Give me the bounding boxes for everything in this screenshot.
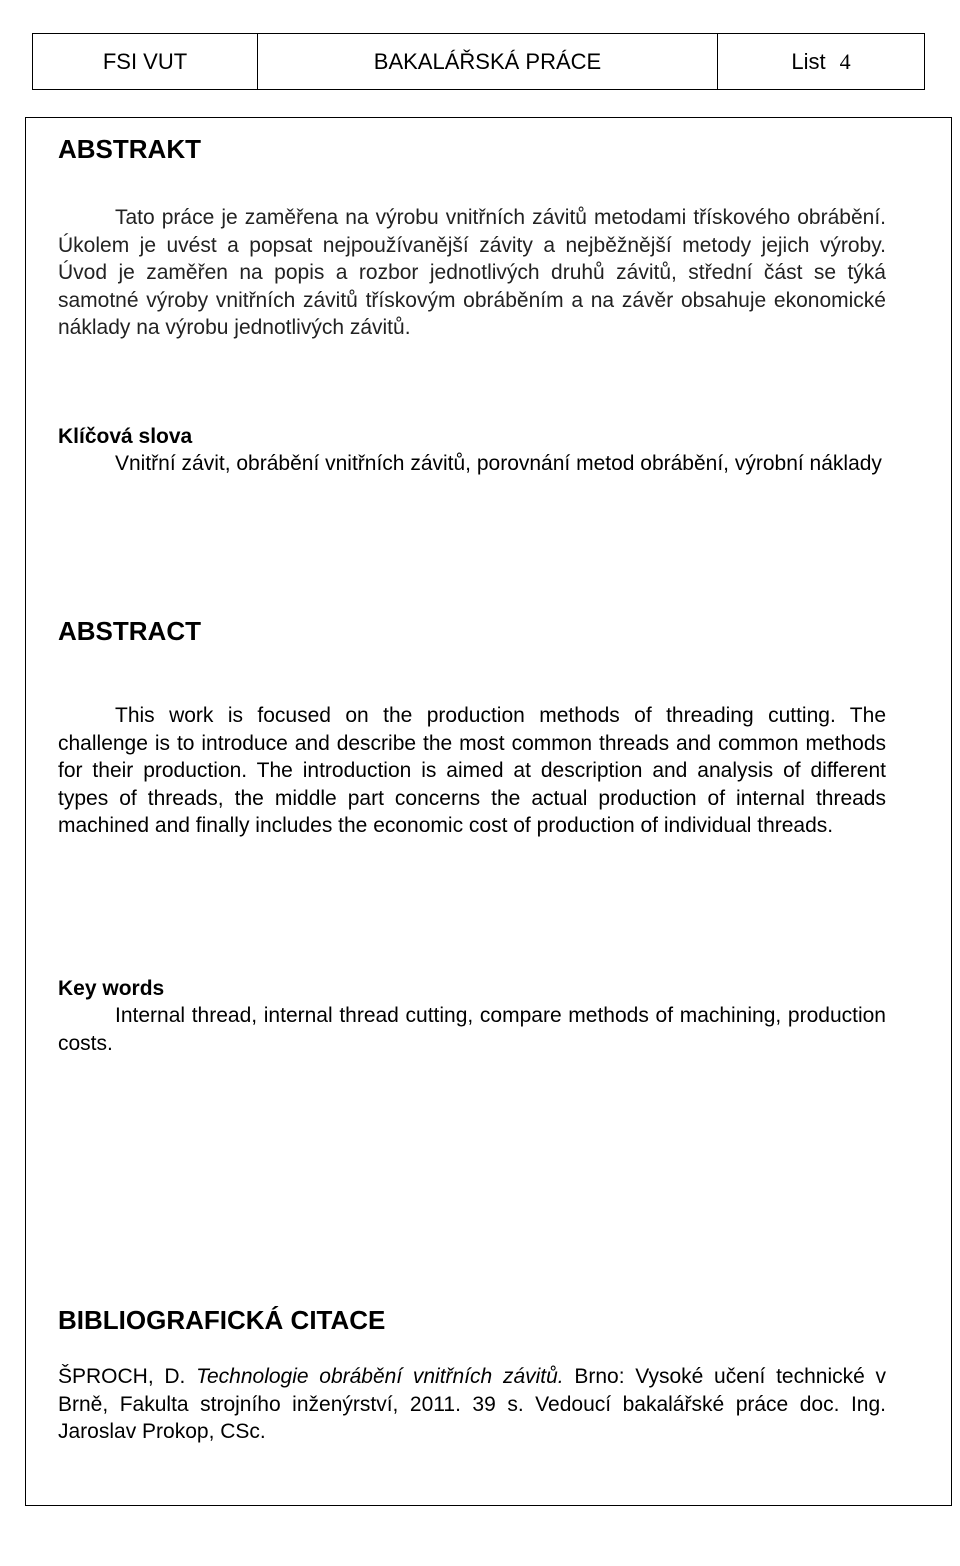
keywords-cs-text: Vnitřní závit, obrábění vnitřních závitů, porovnání metod obrábění, výrobní náklady	[115, 452, 882, 475]
header-faculty: FSI VUT	[33, 34, 258, 89]
citation-author: ŠPROCH, D.	[58, 1365, 186, 1388]
keywords-en-section	[58, 975, 886, 1057]
citation-section	[58, 1305, 886, 1335]
citation-title: BIBLIOGRAFICKÁ CITACE	[58, 1305, 386, 1335]
abstract-en-text: This work is focused on the production methods of threading cutting. The challenge is to introduce and describe the most common threads and common methods for their production. The introduction is aimed at description and analysis of different types of threads, the middle part concerns the actual production of internal threads machined and finally includes the economic cost of production of individual threads.	[58, 704, 886, 837]
abstract-cs-title: ABSTRAKT	[58, 134, 201, 164]
header-page	[718, 34, 924, 89]
citation-work-title: Technologie obrábění vnitřních závitů.	[196, 1365, 564, 1388]
citation-text	[58, 1363, 886, 1446]
abstract-en-body-wrap	[58, 702, 886, 840]
keywords-en-text: Internal thread, internal thread cutting, compare methods of machining, production costs.	[58, 1004, 886, 1055]
abstract-en-section	[58, 616, 886, 646]
keywords-cs-section	[58, 423, 886, 478]
citation-body-wrap	[58, 1363, 886, 1446]
page-header	[32, 33, 925, 90]
citation-details: Brno: Vysoké učení technické v Brně, Fakulta strojního inženýrství, 2011. 39 s. Vedoucí bakalářské práce doc. Ing. Jaroslav Prokop, CSc.	[58, 1365, 886, 1443]
abstract-cs-section	[58, 134, 886, 164]
abstract-cs-text: Tato práce je zaměřena na výrobu vnitřních závitů metodami třískového obrábění. Úkolem je uvést a popsat nejpoužívanější závity a nejběžnější metody jejich výroby. Úvod je zaměřen na popis a rozbor jednotlivých druhů závitů, střední část se týká samotné výroby vnitřních závitů třískovým obráběním a na závěr obsahuje ekonomické náklady na výrobu jednotlivých závitů.	[58, 206, 886, 339]
keywords-cs-title: Klíčová slova	[58, 425, 193, 448]
page-number: 4	[839, 48, 851, 74]
header-thesis-type: BAKALÁŘSKÁ PRÁCE	[258, 34, 718, 89]
header-page-label: List	[791, 48, 826, 74]
abstract-en-title: ABSTRACT	[58, 616, 201, 646]
abstract-cs-body-wrap	[58, 204, 886, 342]
keywords-en-title: Key words	[58, 977, 165, 1000]
